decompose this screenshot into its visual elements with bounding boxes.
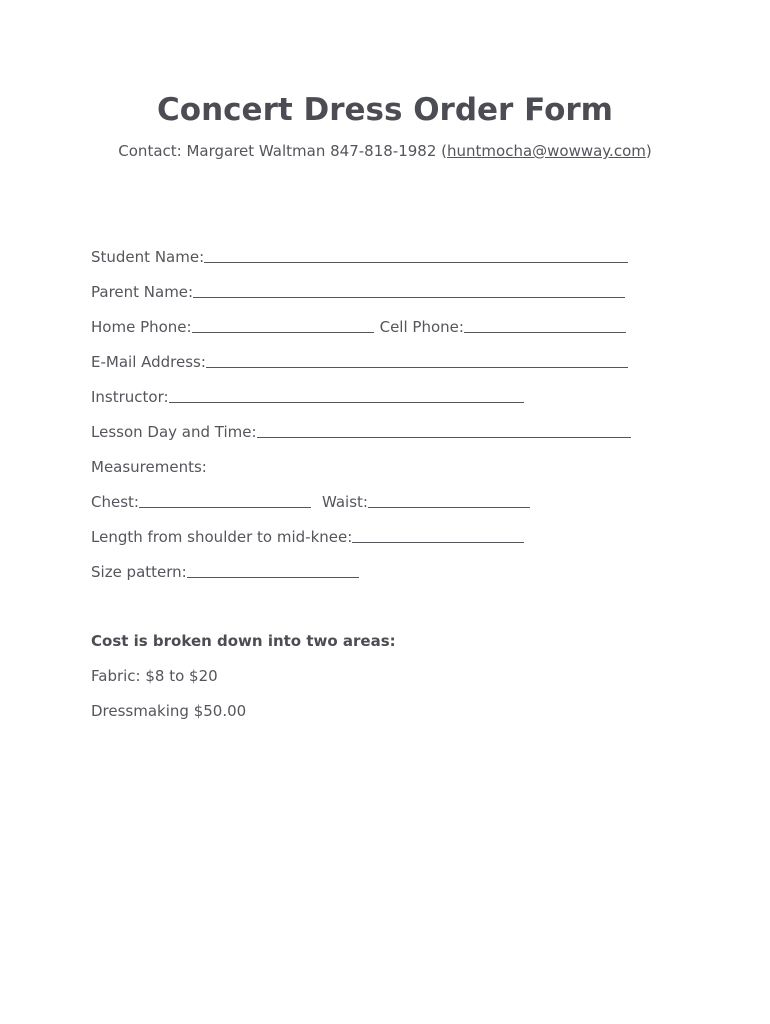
chest-waist-row	[91, 491, 530, 511]
email-row	[91, 351, 628, 371]
dressmaking-cost: Dressmaking $50.00	[91, 702, 247, 720]
email-address-line[interactable]	[206, 367, 628, 368]
measurements-row	[91, 456, 207, 476]
length-row	[91, 526, 524, 546]
lesson-row	[91, 421, 631, 441]
contact-close-paren: )	[645, 142, 652, 160]
fabric-cost: Fabric: $8 to $20	[91, 667, 218, 685]
student-name-row	[91, 246, 628, 266]
length-label: Length from shoulder to mid-knee:	[91, 528, 353, 546]
length-line[interactable]	[352, 542, 524, 543]
instructor-line[interactable]	[169, 402, 524, 403]
instructor-row	[91, 386, 524, 406]
chest-label: Chest:	[91, 493, 139, 511]
lesson-day-time-label: Lesson Day and Time:	[91, 423, 257, 441]
parent-name-label: Parent Name:	[91, 283, 194, 301]
cell-phone-line[interactable]	[464, 332, 626, 333]
measurements-label: Measurements:	[91, 458, 207, 476]
student-name-label: Student Name:	[91, 248, 205, 266]
student-name-line[interactable]	[204, 262, 628, 263]
phone-row	[91, 316, 626, 336]
contact-email-link[interactable]: huntmocha@wowway.com	[447, 142, 646, 160]
cost-heading: Cost is broken down into two areas:	[91, 632, 396, 650]
size-pattern-row	[91, 561, 359, 581]
instructor-label: Instructor:	[91, 388, 169, 406]
email-address-label: E-Mail Address:	[91, 353, 206, 371]
parent-name-line[interactable]	[193, 297, 625, 298]
waist-label: Waist:	[321, 493, 368, 511]
size-pattern-line[interactable]	[187, 577, 359, 578]
contact-line	[0, 142, 770, 160]
chest-line[interactable]	[139, 507, 311, 508]
parent-name-row	[91, 281, 625, 301]
cell-phone-label: Cell Phone:	[379, 318, 464, 336]
home-phone-label: Home Phone:	[91, 318, 192, 336]
waist-line[interactable]	[368, 507, 530, 508]
lesson-day-time-line[interactable]	[257, 437, 631, 438]
form-title: Concert Dress Order Form	[157, 92, 613, 128]
size-pattern-label: Size pattern:	[91, 563, 187, 581]
home-phone-line[interactable]	[192, 332, 374, 333]
contact-text: Contact: Margaret Waltman 847-818-1982 (	[118, 142, 447, 160]
